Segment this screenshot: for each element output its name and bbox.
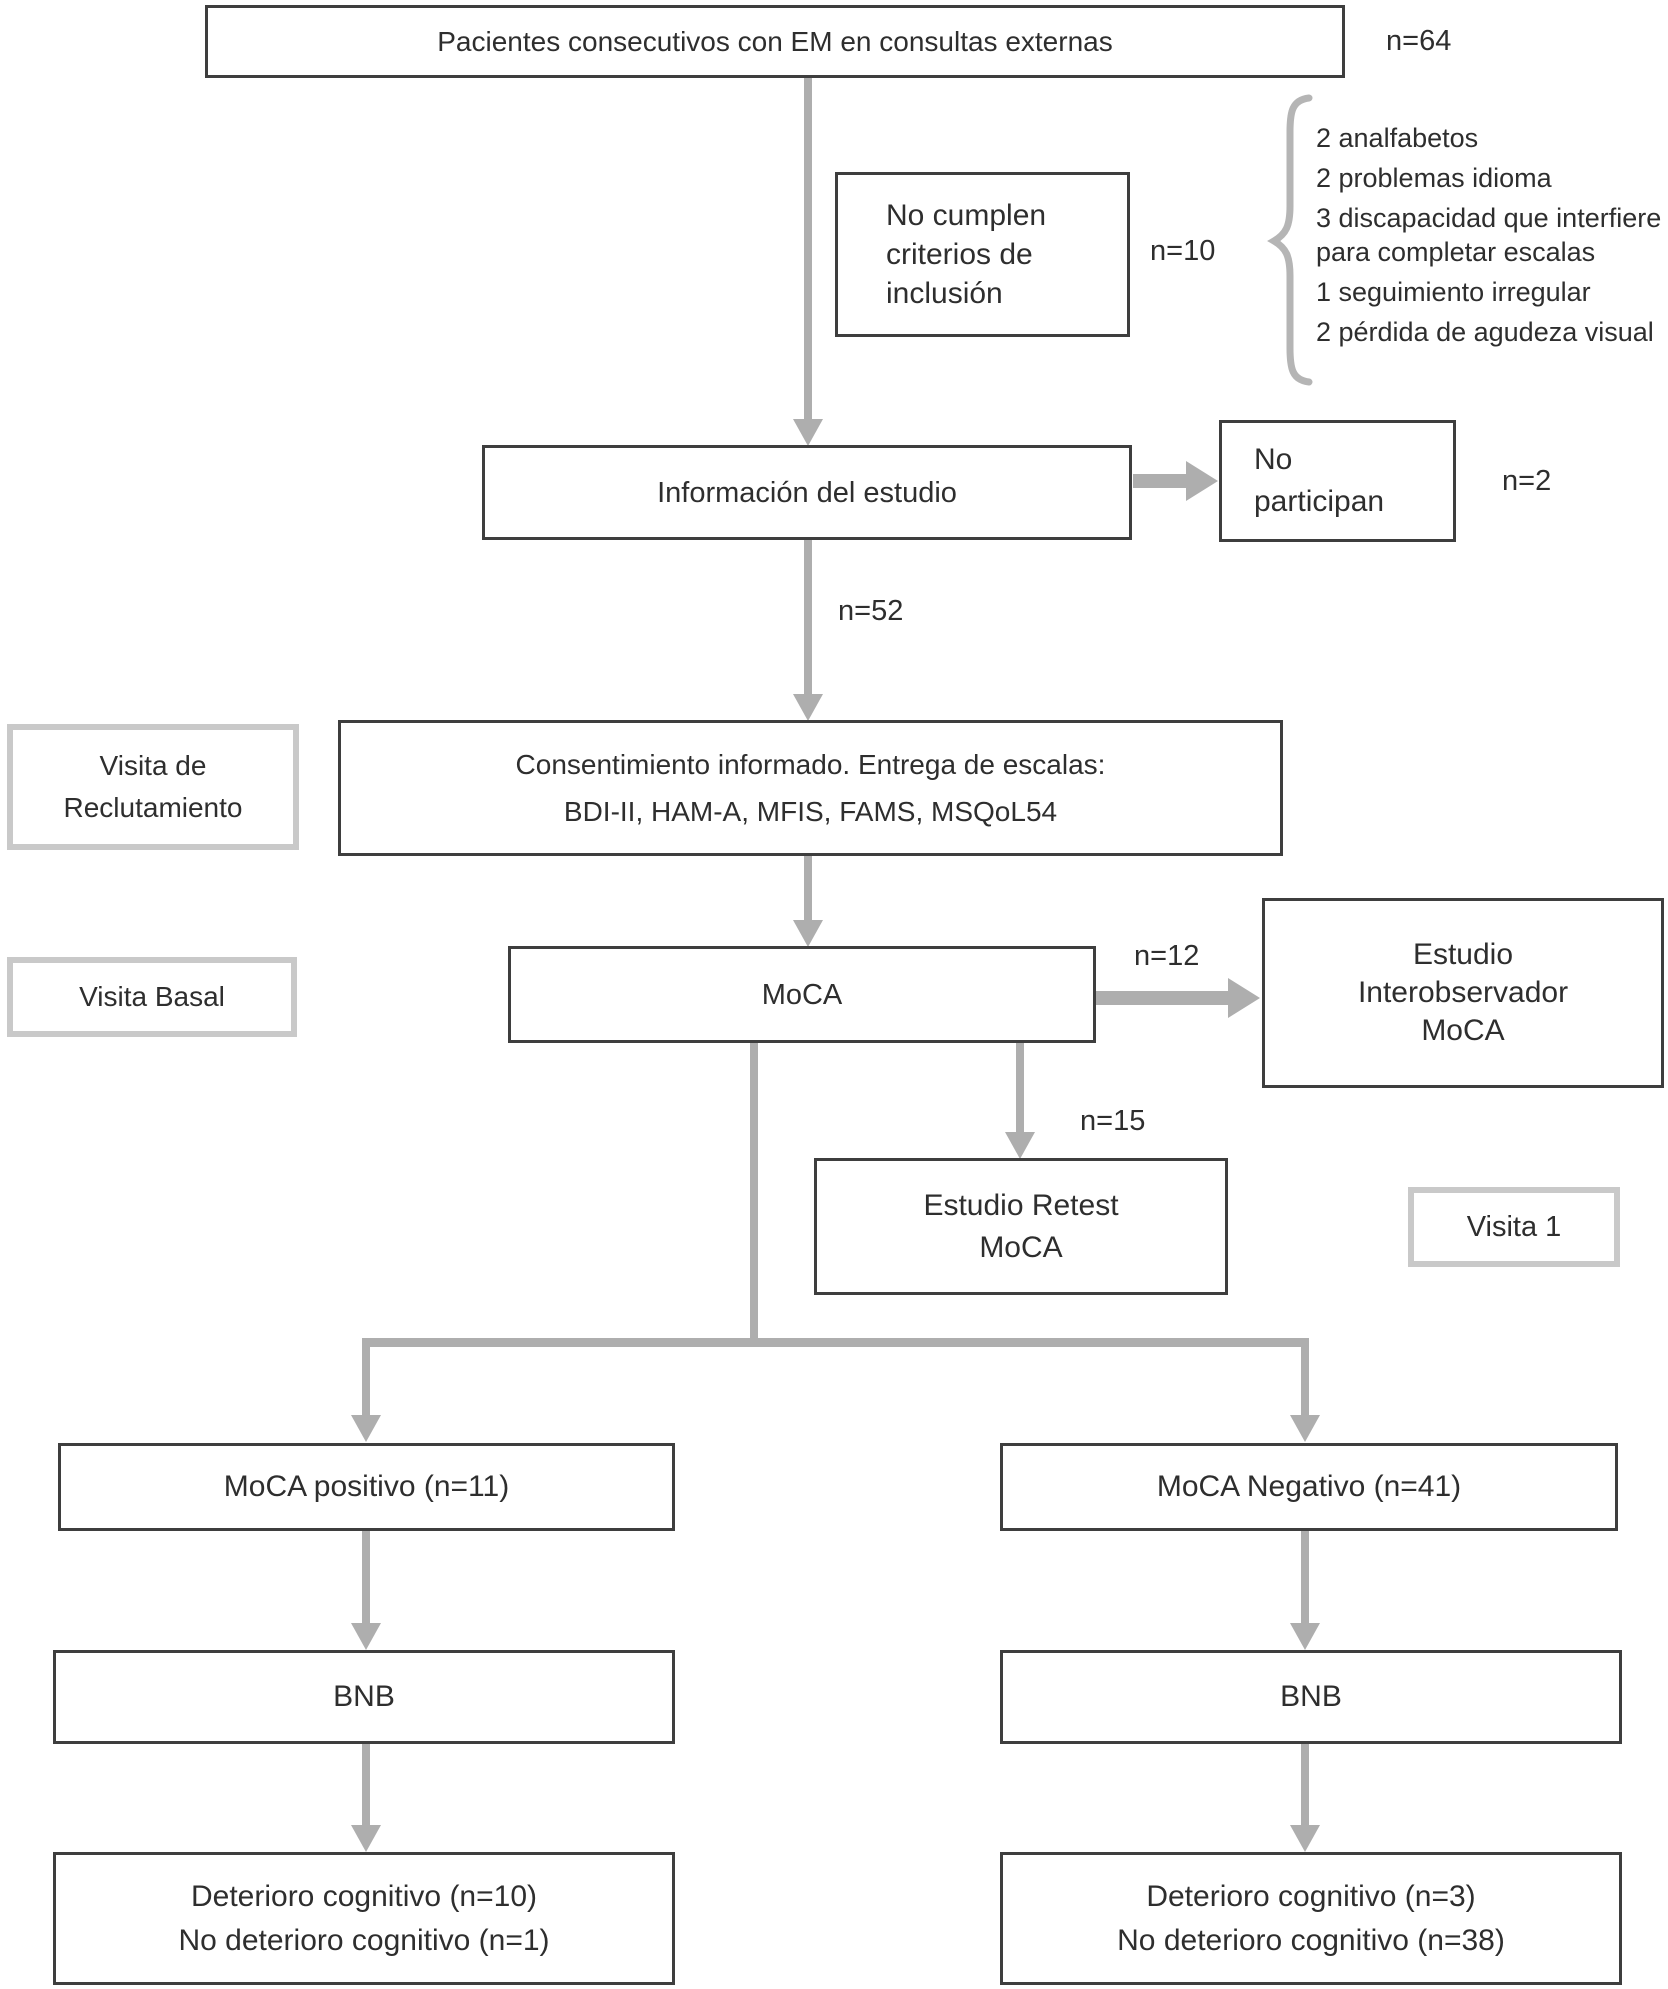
node-consent-line2: BDI-II, HAM-A, MFIS, FAMS, MSQoL54 (563, 796, 1058, 827)
node-interobserver-line2: Interobservador (1357, 976, 1569, 1009)
node-exclusion-line1: No cumplen (886, 199, 1047, 232)
count-after-info: n=52 (838, 595, 904, 627)
node-study-info (482, 445, 1132, 540)
node-outcome-right (1000, 1852, 1622, 1985)
node-moca (508, 946, 1096, 1043)
arrow-moca-to-interobserver (1096, 978, 1260, 1018)
node-consent-line1: Consentimiento informado. Entrega de escalas: (515, 749, 1106, 780)
arrow-consent-to-moca (793, 856, 823, 947)
node-exclusion (835, 172, 1130, 337)
count-no-participate: n=2 (1502, 465, 1552, 497)
exclusion-reason-line: 3 discapacidad que interfiere (1316, 203, 1662, 233)
node-outcome-right-line2: No deterioro cognitivo (n=38) (1117, 1923, 1505, 1957)
arrow-negative-to-bnb (1290, 1531, 1320, 1650)
arrow-info-to-consent (793, 540, 823, 721)
exclusion-reasons-list (1316, 118, 1661, 352)
arrow-bnb-to-outcome-left (351, 1744, 381, 1852)
stage-recruitment-line2: Reclutamiento (63, 792, 243, 823)
stage-visit-1 (1408, 1187, 1620, 1267)
arrow-top-to-info (793, 78, 823, 446)
node-no-participate (1219, 420, 1456, 542)
count-total: n=64 (1386, 25, 1452, 57)
node-retest-study (814, 1158, 1228, 1295)
node-patients (205, 5, 1345, 78)
node-no-participate-line1: No (1254, 443, 1293, 476)
exclusion-reason-line: 2 analfabetos (1316, 123, 1479, 153)
arrow-positive-to-bnb (351, 1531, 381, 1650)
node-exclusion-line2: criterios de (886, 238, 1033, 271)
stage-baseline-label: Visita Basal (79, 981, 225, 1012)
node-bnb-right (1000, 1650, 1622, 1744)
node-retest-line2: MoCA (979, 1230, 1063, 1264)
exclusion-reason-line: 1 seguimiento irregular (1316, 277, 1591, 307)
node-outcome-right-line1: Deterioro cognitivo (n=3) (1146, 1879, 1476, 1913)
arrow-bnb-to-outcome-right (1290, 1744, 1320, 1852)
node-outcome-left (53, 1852, 675, 1985)
node-bnb-left (53, 1650, 675, 1744)
stage-recruitment-visit (7, 724, 299, 850)
node-interobserver-study (1262, 898, 1664, 1088)
node-exclusion-line3: inclusión (886, 277, 1003, 310)
node-consent (338, 720, 1283, 856)
node-moca-negative (1000, 1443, 1618, 1531)
exclusion-reason-line: para completar escalas (1316, 237, 1596, 267)
node-bnb-left-label: BNB (333, 1680, 395, 1713)
node-moca-positive (58, 1443, 675, 1531)
arrow-info-to-noparticipate (1133, 461, 1218, 501)
node-moca-positive-label: MoCA positivo (n=11) (223, 1470, 510, 1503)
count-retest: n=15 (1080, 1105, 1146, 1137)
node-moca-negative-label: MoCA Negativo (n=41) (1156, 1470, 1462, 1503)
count-interobserver: n=12 (1134, 940, 1200, 972)
node-patients-label: Pacientes consecutivos con EM en consultas externas (437, 25, 1113, 57)
node-moca-label: MoCA (761, 978, 843, 1011)
stage-recruitment-line1: Visita de (99, 750, 207, 781)
brace-exclusion-reasons (1274, 98, 1309, 382)
node-outcome-left-line1: Deterioro cognitivo (n=10) (190, 1879, 537, 1913)
exclusion-reason-line: 2 pérdida de agudeza visual (1316, 317, 1654, 347)
exclusion-reason-line: 2 problemas idioma (1316, 163, 1552, 193)
node-outcome-left-line2: No deterioro cognitivo (n=1) (178, 1923, 550, 1957)
node-study-info-label: Información del estudio (657, 476, 957, 509)
count-exclusion: n=10 (1150, 235, 1216, 267)
node-interobserver-line3: MoCA (1421, 1014, 1505, 1047)
node-no-participate-line2: participan (1254, 485, 1385, 518)
stage-visit-1-label: Visita 1 (1466, 1211, 1562, 1243)
node-interobserver-line1: Estudio (1412, 938, 1514, 971)
node-bnb-right-label: BNB (1280, 1680, 1342, 1713)
stage-baseline-visit (7, 957, 297, 1037)
node-retest-line1: Estudio Retest (923, 1188, 1119, 1222)
arrow-moca-to-retest (1005, 1043, 1035, 1159)
